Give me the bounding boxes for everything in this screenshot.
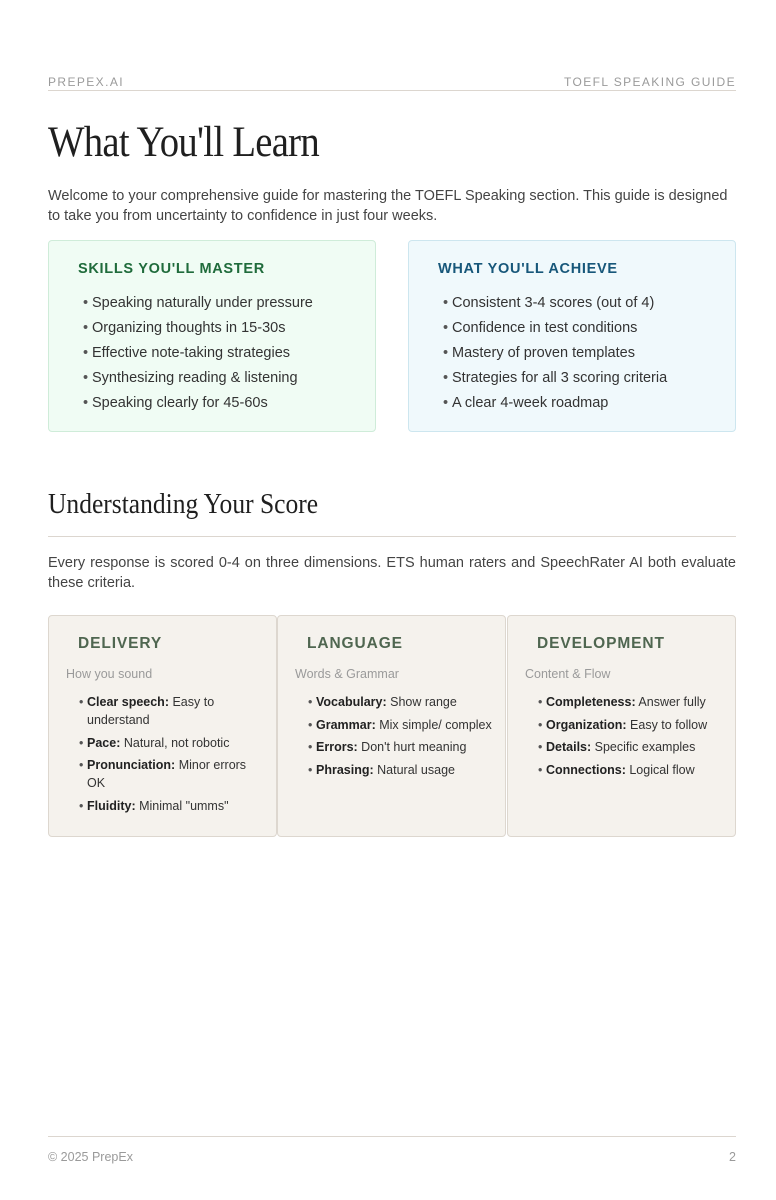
running-header <box>48 74 736 91</box>
list-item: • Speaking clearly for 45-60s <box>83 391 313 416</box>
language-card <box>277 615 506 837</box>
list-item: • Fluidity: Minimal "umms" <box>79 798 229 813</box>
section-heading: Understanding Your Score <box>48 488 319 520</box>
guide-label: TOEFL SPEAKING GUIDE <box>563 75 736 89</box>
bullet-icon: • <box>83 295 89 311</box>
dimension-title: LANGUAGE <box>307 635 403 652</box>
bullet-icon: • <box>83 345 89 361</box>
dimension-list <box>308 693 493 783</box>
dimension-subtitle: How you sound <box>66 667 153 681</box>
list-item: • Speaking naturally under pressure <box>83 291 313 316</box>
skills-card <box>48 240 376 432</box>
list-item: • Effective note-taking strategies <box>83 341 313 366</box>
achieve-card <box>408 240 736 432</box>
development-card <box>507 615 736 837</box>
dimension-title: DEVELOPMENT <box>537 635 665 652</box>
achieve-list <box>443 291 667 416</box>
footer-divider <box>48 1136 736 1137</box>
skills-list <box>83 291 313 416</box>
bullet-icon: • <box>79 798 84 813</box>
bullet-icon: • <box>308 740 313 754</box>
list-item: • Organization: Easy to follow <box>538 717 708 732</box>
list-item: • Confidence in test conditions <box>443 316 667 341</box>
dimension-title: DELIVERY <box>78 635 163 652</box>
achieve-card-title: WHAT YOU'LL ACHIEVE <box>438 261 618 277</box>
brand-label: PREPEX.AI <box>48 75 124 89</box>
bullet-icon: • <box>538 695 543 709</box>
list-item: • Errors: Don't hurt meaning <box>308 740 467 754</box>
bullet-icon: • <box>79 735 84 750</box>
page <box>48 0 736 1200</box>
bullet-icon: • <box>308 762 313 777</box>
dimension-list <box>79 693 264 819</box>
list-item: • A clear 4-week roadmap <box>443 391 667 416</box>
bullet-icon: • <box>443 345 449 361</box>
list-item: • Mastery of proven templates <box>443 341 667 366</box>
list-item: • Pace: Natural, not robotic <box>79 735 230 750</box>
bullet-icon: • <box>538 762 543 777</box>
list-item: • Strategies for all 3 scoring criteria <box>443 366 667 391</box>
list-item: • Phrasing: Natural usage <box>308 762 455 777</box>
bullet-icon: • <box>443 295 449 311</box>
bullet-icon: • <box>79 695 84 709</box>
bullet-icon: • <box>538 740 543 754</box>
bullet-icon: • <box>79 758 84 772</box>
intro-paragraph: Welcome to your comprehensive guide for mastering the TOEFL Speaking section. This guide is designed to take you from uncertainty to confidence in just four weeks. <box>48 188 728 224</box>
bullet-icon: • <box>538 717 543 732</box>
list-item: • Details: Specific examples <box>538 740 696 754</box>
bullet-icon: • <box>83 395 89 411</box>
list-item: • Consistent 3-4 scores (out of 4) <box>443 291 667 316</box>
bullet-icon: • <box>83 320 89 336</box>
list-item: • Organizing thoughts in 15-30s <box>83 316 313 341</box>
bullet-icon: • <box>308 717 313 732</box>
dimension-subtitle: Content & Flow <box>525 667 611 681</box>
dimension-subtitle: Words & Grammar <box>295 667 399 681</box>
page-title: What You'll Learn <box>48 119 319 166</box>
list-item: • Synthesizing reading & listening <box>83 366 313 391</box>
copyright-text: © 2025 PrepEx <box>48 1150 133 1164</box>
bullet-icon: • <box>308 695 313 709</box>
skills-card-title: SKILLS YOU'LL MASTER <box>78 261 265 277</box>
dimension-list <box>538 693 723 783</box>
section-divider <box>48 536 736 537</box>
bullet-icon: • <box>83 370 89 386</box>
footer <box>48 1150 736 1164</box>
score-intro-paragraph: Every response is scored 0-4 on three dimensions. ETS human raters and SpeechRater AI both evaluate these criteria. <box>48 555 736 591</box>
page-number: 2 <box>729 1150 736 1164</box>
list-item: • Completeness: Answer fully <box>538 695 706 709</box>
bullet-icon: • <box>443 320 449 336</box>
list-item: • Grammar: Mix simple/ complex <box>308 717 492 732</box>
list-item: • Connections: Logical flow <box>538 762 695 777</box>
list-item: • Vocabulary: Show range <box>308 695 457 709</box>
delivery-card <box>48 615 277 837</box>
bullet-icon: • <box>443 370 449 386</box>
bullet-icon: • <box>443 395 449 411</box>
list-item: • Pronunciation: Minor errors OK <box>79 758 247 790</box>
list-item: • Clear speech: Easy to understand <box>79 695 215 727</box>
